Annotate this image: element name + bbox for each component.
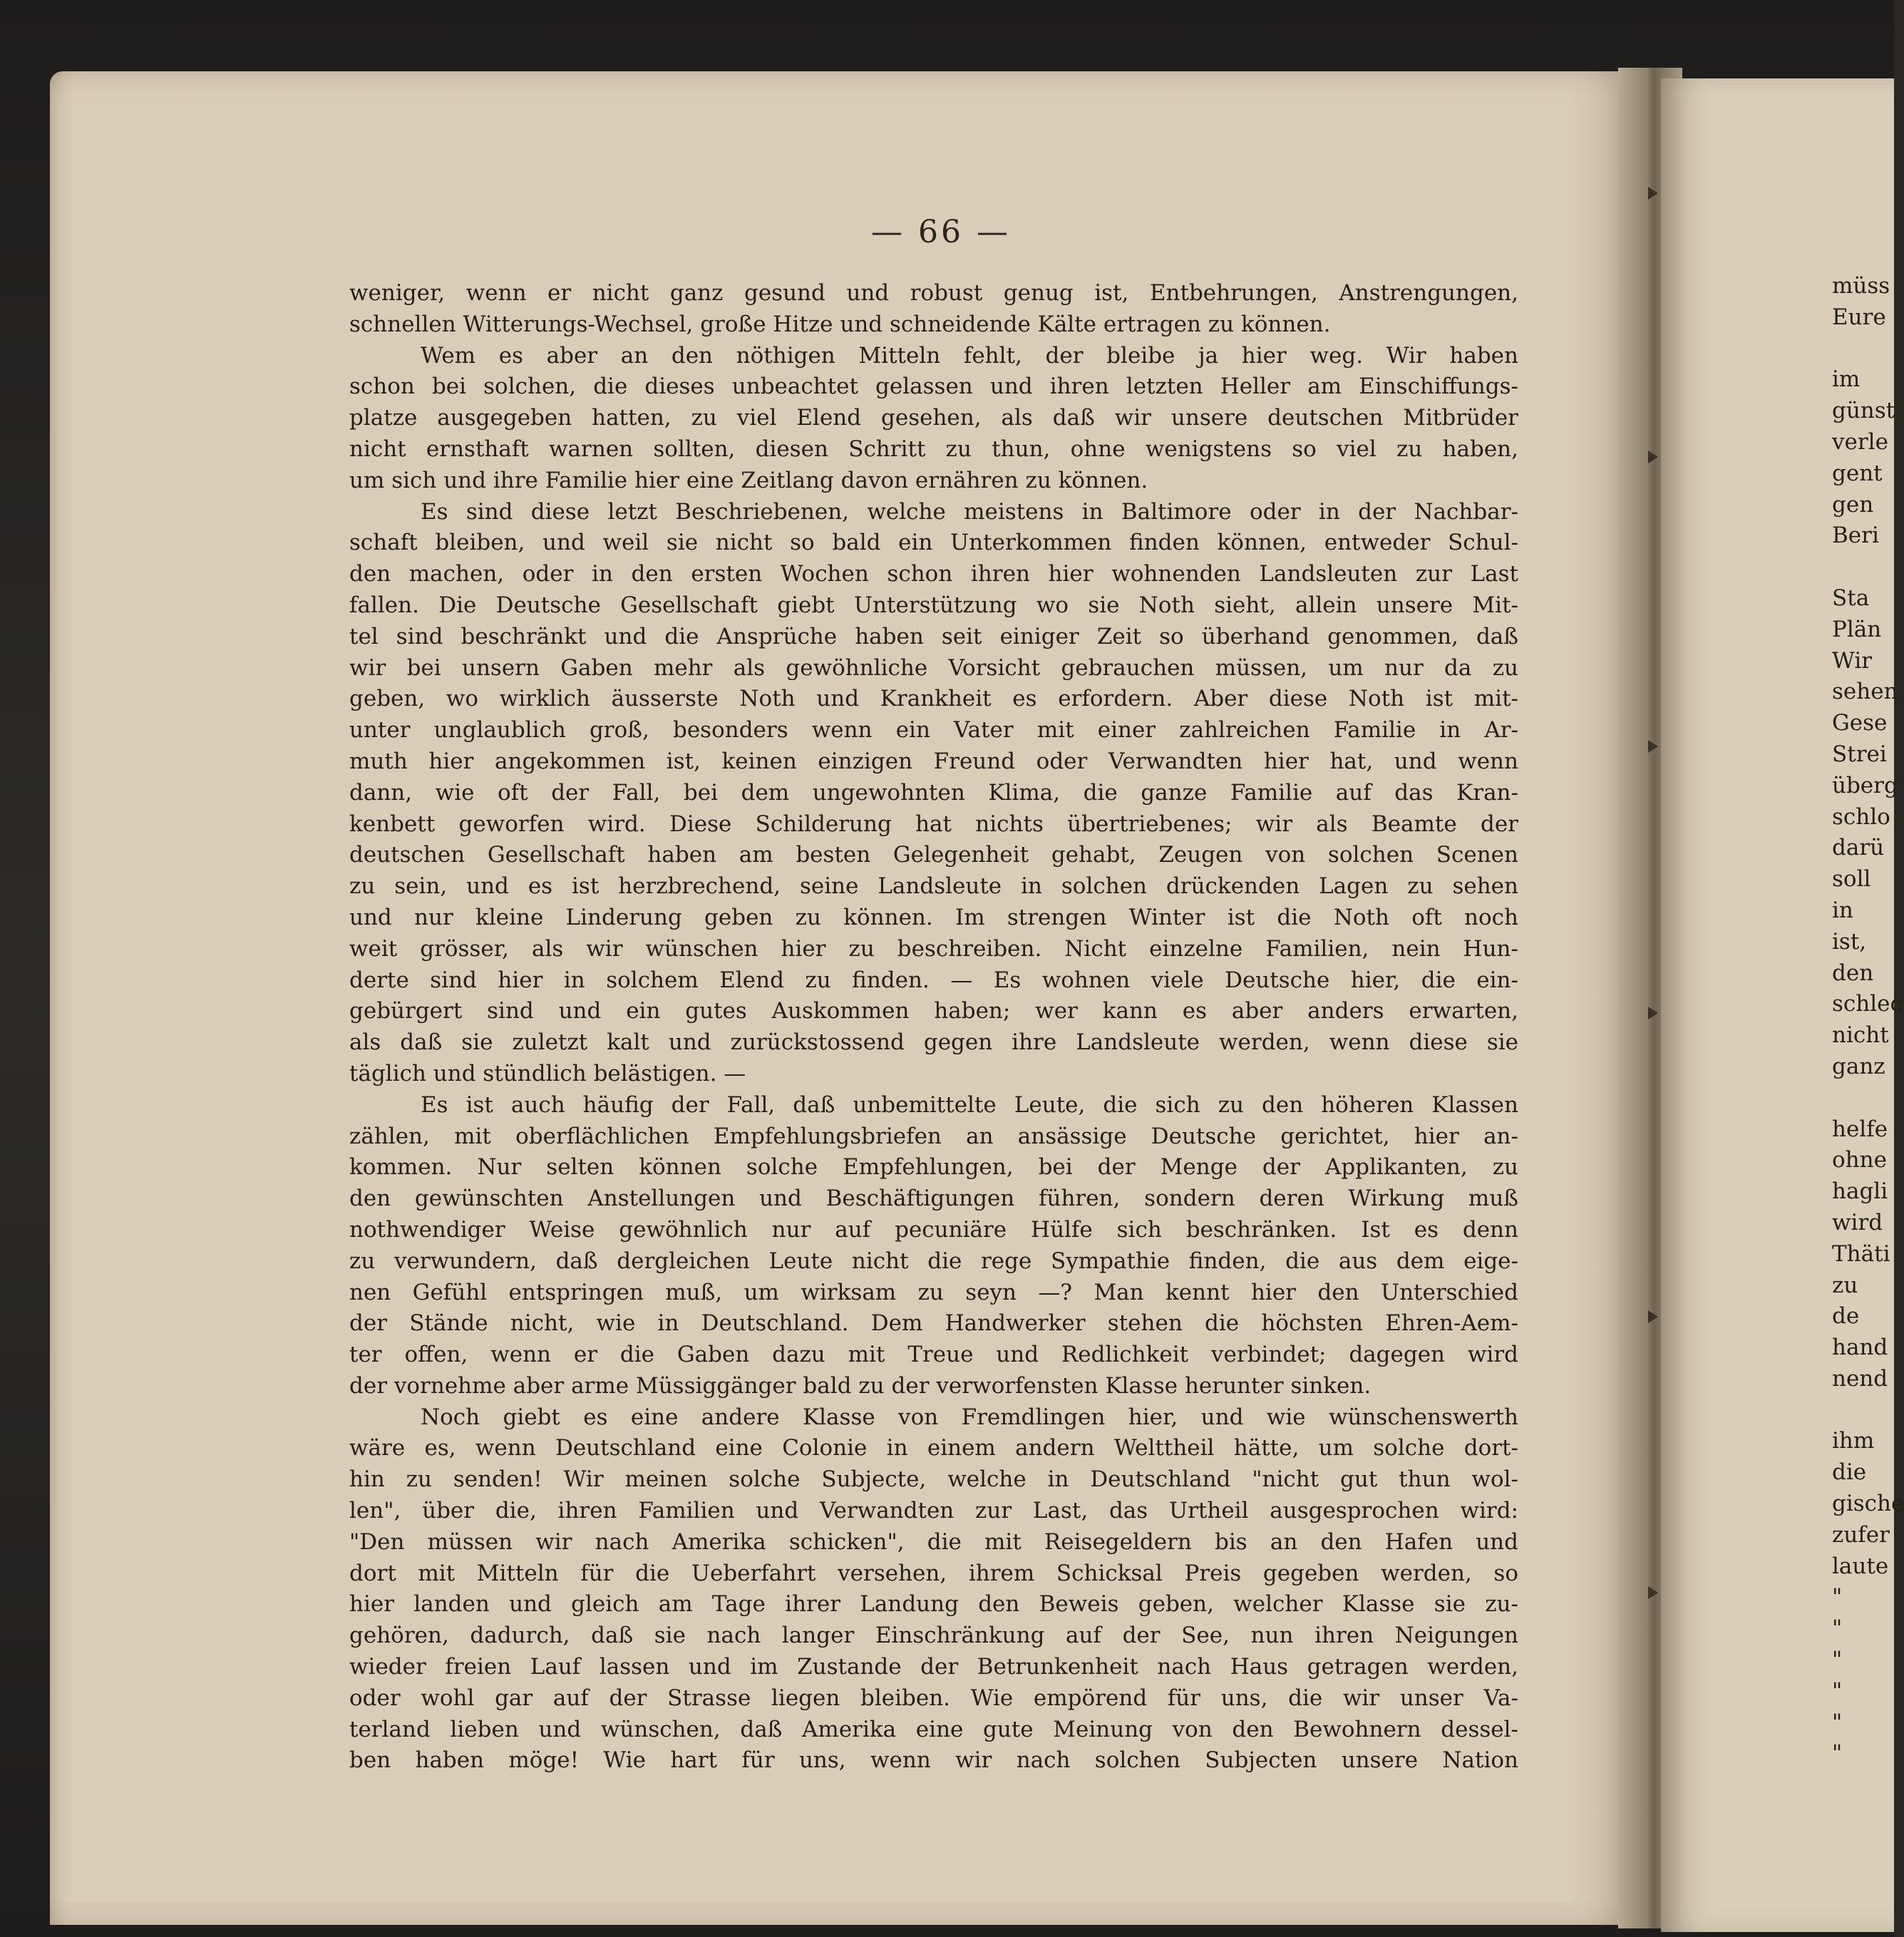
- facing-text-fragment: ohne: [1832, 1147, 1887, 1173]
- facing-text-fragment: gische: [1832, 1491, 1904, 1517]
- facing-text-fragment: nicht: [1832, 1022, 1889, 1049]
- body-text: [349, 278, 1518, 1777]
- text-line: den gewünschten Anstellungen und Beschäftigungen führen, sondern deren Wirkung muß: [349, 1186, 1518, 1212]
- text-line: hin zu senden! Wir meinen solche Subjecte, welche in Deutschland "nicht gut thun wol-: [349, 1466, 1518, 1493]
- text-line: der vornehme aber arme Müssiggänger bald zu der verworfensten Klasse herunter sinken.: [349, 1372, 1372, 1399]
- facing-text-fragment: de: [1832, 1303, 1860, 1330]
- facing-text-fragment: nend: [1832, 1365, 1888, 1392]
- text-line: nothwendiger Weise gewöhnlich nur auf pecuniäre Hülfe sich beschränken. Ist es denn: [349, 1216, 1518, 1243]
- text-line: dann, wie oft der Fall, bei dem ungewohnten Klima, die ganze Familie auf das Kran-: [349, 779, 1518, 806]
- facing-text-fragment: überg: [1832, 772, 1898, 798]
- facing-text-fragment: in: [1832, 897, 1853, 923]
- text-line: ter offen, wenn er die Gaben dazu mit Treue und Redlichkeit verbindet; dagegen wird: [349, 1342, 1518, 1368]
- text-line: hier landen und gleich am Tage ihrer Landung den Beweis geben, welcher Klasse sie zu-: [349, 1591, 1518, 1618]
- facing-text-fragment: günst: [1832, 398, 1895, 424]
- text-line: weit grösser, als wir wünschen hier zu beschreiben. Nicht einzelne Familien, nein Hun-: [349, 935, 1518, 962]
- facing-text-fragment: schlec: [1832, 991, 1903, 1017]
- facing-text-fragment: gent: [1832, 460, 1883, 486]
- text-line: tel sind beschränkt und die Ansprüche haben seit einiger Zeit so überhand genommen, daß: [349, 623, 1518, 649]
- text-line: kenbett geworfen wird. Diese Schilderung hat nichts übertriebenes; wir als Beamte der: [349, 811, 1518, 837]
- facing-text-fragment: soll: [1832, 866, 1871, 893]
- text-line: als daß sie zuletzt kalt und zurückstossend gegen ihre Landsleute werden, wenn diese sie: [349, 1029, 1518, 1056]
- facing-text-fragment: [1832, 1395, 1894, 1427]
- facing-text-fragment: Plän: [1832, 616, 1882, 642]
- facing-text-fragment: [1832, 1083, 1894, 1114]
- text-line: der Stände nicht, wie in Deutschland. Dem Handwerker stehen die höchsten Ehren-Aem-: [349, 1310, 1518, 1337]
- text-line: zu sein, und es ist herzbrechend, seine Landsleute in solchen drückenden Lagen zu sehen: [349, 873, 1518, 900]
- facing-text-fragment: hand: [1832, 1335, 1888, 1361]
- text-line: um sich und ihre Familie hier eine Zeitlang davon ernähren zu können.: [349, 467, 1148, 493]
- facing-text-fragment: gen: [1832, 491, 1874, 518]
- facing-text-fragment: laute: [1832, 1553, 1889, 1579]
- facing-text-fragment: Strei: [1832, 741, 1887, 767]
- text-line: Wem es aber an den nöthigen Mitteln fehlt, der bleibe ja hier weg. Wir haben: [421, 342, 1518, 369]
- facing-text-fragment: Wir: [1832, 647, 1873, 674]
- text-line: gehören, dadurch, daß sie nach langer Einschränkung auf der See, nun ihren Neigungen: [349, 1623, 1518, 1649]
- margin-marker-icon: [1648, 740, 1658, 753]
- text-line: wäre es, wenn Deutschland eine Colonie in einem andern Welttheil hätte, um solche dort-: [349, 1435, 1518, 1461]
- text-line: schon bei solchen, die dieses unbeachtet gelassen und ihren letzten Heller am Einschiffungs-: [349, 374, 1518, 400]
- facing-text-fragment: wird: [1832, 1209, 1883, 1235]
- text-line: Noch giebt es eine andere Klasse von Fremdlingen hier, und wie wünschenswerth: [421, 1404, 1518, 1430]
- text-line: kommen. Nur selten können solche Empfehlungen, bei der Menge der Applikanten, zu: [349, 1154, 1518, 1181]
- margin-marker-icon: [1648, 187, 1658, 200]
- facing-text-fragment: Beri: [1832, 523, 1879, 549]
- text-line: den machen, oder in den ersten Wochen schon ihren hier wohnenden Landsleuten zur Last: [349, 561, 1518, 587]
- margin-marker-icon: [1648, 451, 1658, 463]
- facing-text-fragment: schlo: [1832, 803, 1890, 830]
- facing-text-fragment: verle: [1832, 428, 1888, 455]
- facing-text-fragment: die: [1832, 1459, 1867, 1486]
- facing-text-fragment: ": [1832, 1740, 1843, 1767]
- facing-text-fragment: zufer: [1832, 1521, 1890, 1548]
- text-line: ben haben möge! Wie hart für uns, wenn wir nach solchen Subjecten unsere Nation: [349, 1747, 1518, 1774]
- text-line: wir bei unsern Gaben mehr als gewöhnliche Vorsicht gebrauchen müssen, um nur da zu: [349, 654, 1518, 681]
- text-line: schnellen Witterungs-Wechsel, große Hitze und schneidende Kälte ertragen zu können.: [349, 311, 1331, 337]
- facing-page-text: [1832, 271, 1904, 1769]
- text-line: derte sind hier in solchem Elend zu finden. — Es wohnen viele Deutsche hier, die ein-: [349, 967, 1518, 993]
- facing-text-fragment: ": [1832, 1584, 1843, 1610]
- text-line: wieder freien Lauf lassen und im Zustande der Betrunkenheit nach Haus getragen werden,: [349, 1654, 1518, 1680]
- text-line: unter unglaublich groß, besonders wenn ein Vater mit einer zahlreichen Familie in Ar-: [349, 717, 1518, 744]
- facing-text-fragment: [1832, 334, 1894, 365]
- text-line: zählen, mit oberflächlichen Empfehlungsbriefen an ansässige Deutsche gerichtet, hier an-: [349, 1123, 1518, 1149]
- text-line: platze ausgegeben hatten, zu viel Elend gesehen, als daß wir unsere deutschen Mitbrüder: [349, 405, 1518, 431]
- text-line: Es ist auch häufig der Fall, daß unbemittelte Leute, die sich zu den höheren Klassen: [421, 1091, 1518, 1118]
- text-line: "Den müssen wir nach Amerika schicken", die mit Reisegeldern bis an den Hafen und: [349, 1528, 1518, 1555]
- facing-text-fragment: Thäti: [1832, 1240, 1890, 1267]
- facing-text-fragment: sehen: [1832, 679, 1898, 705]
- text-line: gebürgert sind und ein gutes Auskommen haben; wer kann es aber anders erwarten,: [349, 998, 1518, 1024]
- facing-text-fragment: ": [1832, 1677, 1843, 1704]
- text-line: len", über die, ihren Familien und Verwandten zur Last, das Urtheil ausgesprochen wird:: [349, 1498, 1518, 1524]
- text-line: Es sind diese letzt Beschriebenen, welche meistens in Baltimore oder in der Nachbar-: [421, 498, 1518, 525]
- text-line: geben, wo wirklich äusserste Noth und Krankheit es erfordern. Aber diese Noth ist mit-: [349, 686, 1518, 712]
- facing-text-fragment: ganz: [1832, 1053, 1885, 1079]
- facing-text-fragment: hagli: [1832, 1178, 1888, 1205]
- facing-text-fragment: den: [1832, 960, 1874, 986]
- text-line: weniger, wenn er nicht ganz gesund und robust genug ist, Entbehrungen, Anstrengungen,: [349, 280, 1518, 306]
- text-line: schaft bleiben, und weil sie nicht so bald ein Unterkommen finden können, entweder Schul-: [349, 530, 1518, 556]
- margin-marker-icon: [1648, 1007, 1658, 1019]
- text-line: oder wohl gar auf der Strasse liegen bleiben. Wie empörend für uns, die wir unser Va-: [349, 1685, 1518, 1711]
- text-line: und nur kleine Linderung geben zu können. Im strengen Winter ist die Noth oft noch: [349, 904, 1518, 930]
- margin-marker-icon: [1648, 1310, 1658, 1323]
- facing-text-fragment: ihm: [1832, 1428, 1875, 1454]
- facing-text-fragment: helfe: [1832, 1116, 1888, 1142]
- facing-text-fragment: ": [1832, 1647, 1843, 1673]
- text-line: dort mit Mitteln für die Ueberfahrt versehen, ihrem Schicksal Preis gegeben werden, so: [349, 1560, 1518, 1586]
- facing-text-fragment: [1832, 552, 1894, 583]
- margin-marker-icon: [1648, 1586, 1658, 1599]
- facing-text-fragment: darü: [1832, 835, 1885, 861]
- facing-text-fragment: Sta: [1832, 585, 1870, 611]
- facing-text-fragment: ist,: [1832, 928, 1867, 955]
- text-line: nen Gefühl entspringen muß, um wirksam zu seyn —? Man kennt hier den Unterschied: [349, 1279, 1518, 1305]
- facing-text-fragment: ": [1832, 1615, 1843, 1642]
- text-line: zu verwundern, daß dergleichen Leute nicht die rege Sympathie finden, die aus dem eige-: [349, 1248, 1518, 1274]
- facing-text-fragment: Eure: [1832, 304, 1886, 330]
- text-line: muth hier angekommen ist, keinen einzigen Freund oder Verwandten hier hat, und wenn: [349, 748, 1518, 774]
- facing-text-fragment: müss: [1832, 273, 1890, 299]
- text-line: nicht ernsthaft warnen sollten, diesen Schritt zu thun, ohne wenigstens so viel zu haben,: [349, 436, 1518, 462]
- facing-text-fragment: im: [1832, 366, 1861, 393]
- facing-text-fragment: ": [1832, 1709, 1843, 1735]
- text-line: terland lieben und wünschen, daß Amerika eine gute Meinung von den Bewohnern dessel-: [349, 1716, 1518, 1742]
- text-line: fallen. Die Deutsche Gesellschaft giebt Unterstützung wo sie Noth sieht, allein unsere Mit-: [349, 592, 1518, 618]
- text-line: deutschen Gesellschaft haben am besten Gelegenheit gehabt, Zeugen von solchen Scenen: [349, 842, 1518, 868]
- facing-text-fragment: zu: [1832, 1272, 1858, 1298]
- facing-text-fragment: Gese: [1832, 710, 1888, 736]
- text-line: täglich und stündlich belästigen. —: [349, 1060, 746, 1086]
- page-number: — 66 —: [871, 214, 1011, 250]
